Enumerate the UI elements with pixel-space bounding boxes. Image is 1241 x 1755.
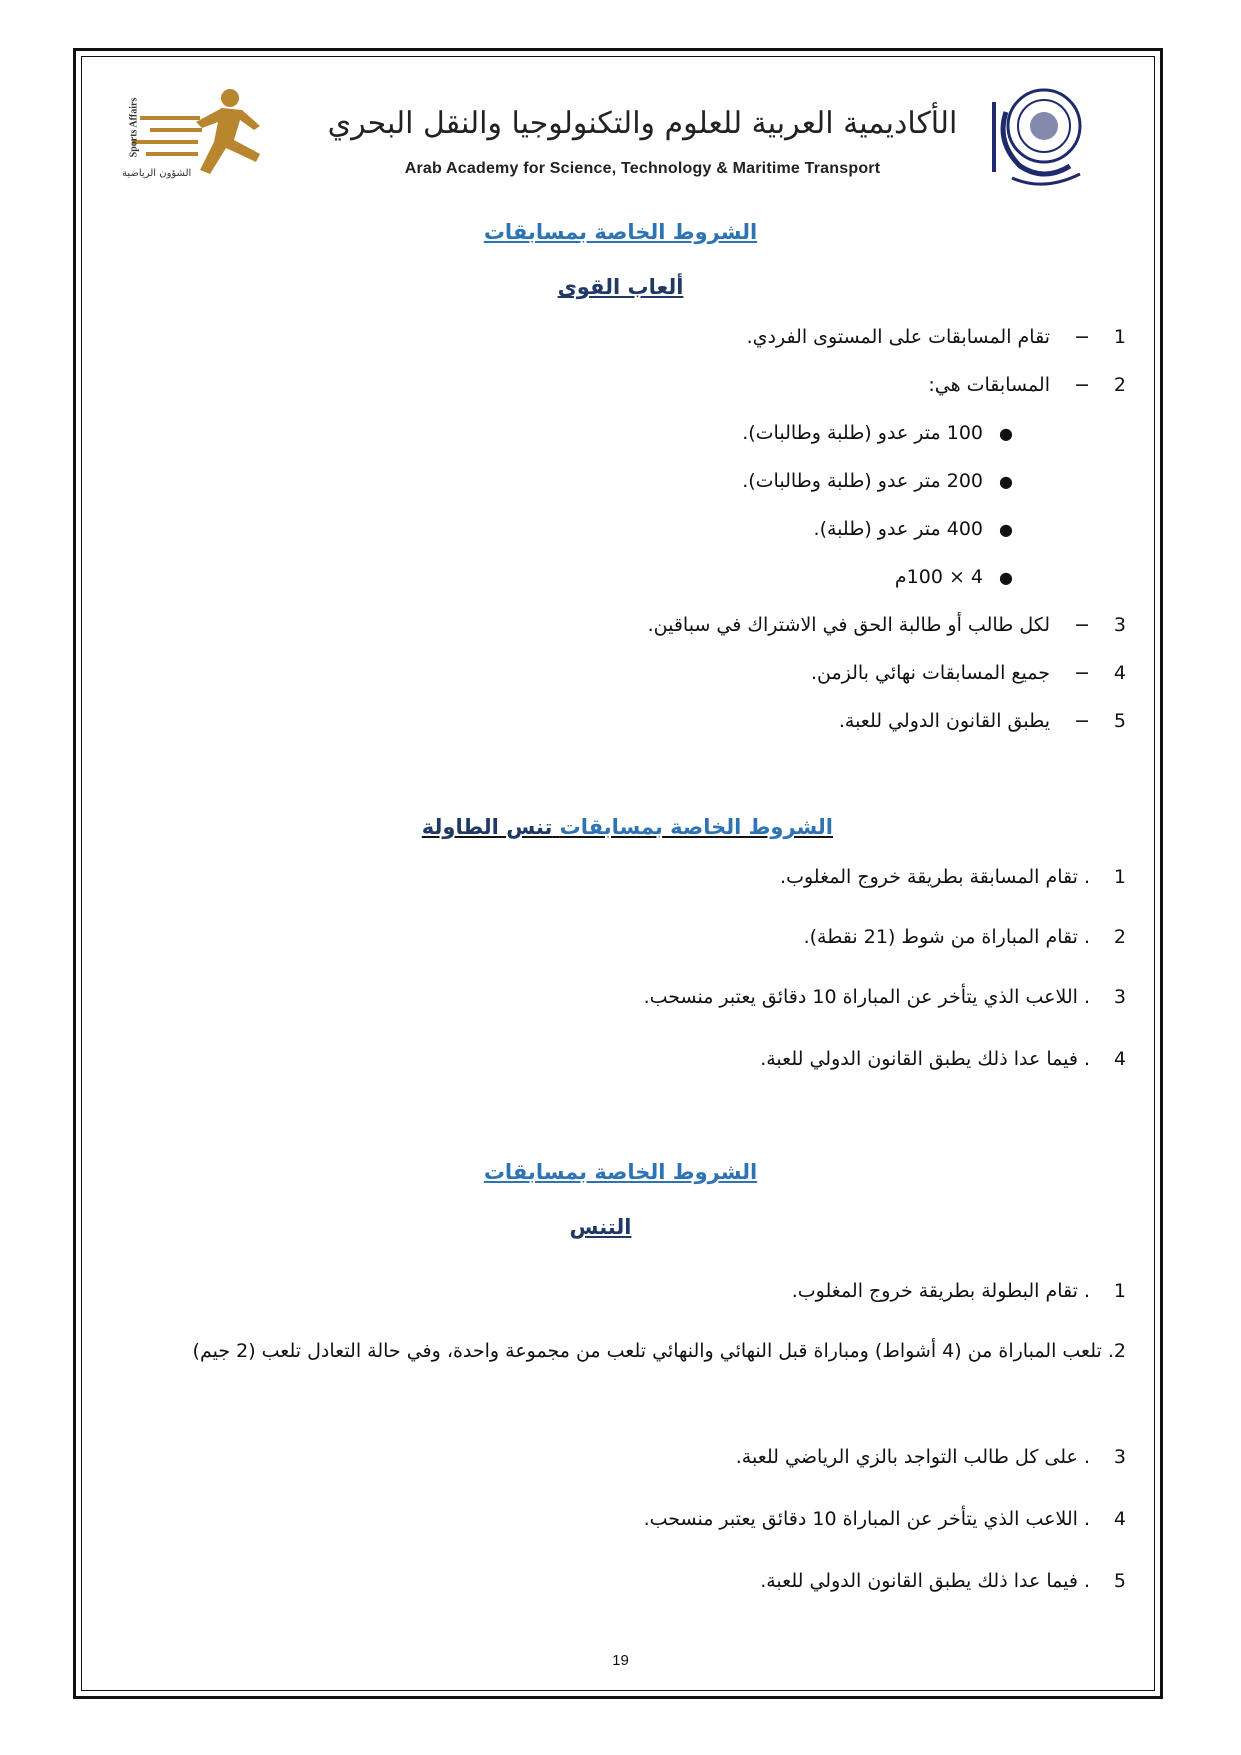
athletics-bullet: ●400 متر عدو (طلبة).	[813, 518, 1013, 540]
academy-name-en: Arab Academy for Science, Technology & Maritime Transport	[404, 160, 881, 177]
athletics-item-1: 1−تقام المسابقات على المستوى الفردي.	[746, 326, 1126, 348]
athletics-item-4: 4−جميع المسابقات نهائي بالزمن.	[810, 662, 1126, 684]
academy-name-ar: الأكاديمية العربية للعلوم والتكنولوجيا والنقل البحري	[327, 106, 958, 141]
athletics-subheading: ألعاب القوى	[557, 275, 684, 299]
tennis-subheading: التنس	[569, 1215, 632, 1239]
athletics-heading: الشروط الخاصة بمسابقات	[483, 220, 758, 244]
tennis-item-2: 2. تلعب المباراة من (4 أشواط) ومباراة قبل النهائي والنهائي تلعب من مجموعة واحدة، وفي حالة التعادل تلعب (2 جيم)	[192, 1340, 1126, 1362]
athletics-item-3: 3−لكل طالب أو طالبة الحق في الاشتراك في سباقين.	[647, 614, 1126, 636]
athletics-bullet: ●4 × 100م	[894, 566, 1013, 588]
athletics-bullet: ●200 متر عدو (طلبة وطالبات).	[742, 470, 1013, 492]
table-tennis-item-4: 4. فيما عدا ذلك يطبق القانون الدولي للعبة.	[760, 1048, 1126, 1070]
page-header	[110, 82, 1090, 192]
table-tennis-item-1: 1. تقام المسابقة بطريقة خروج المغلوب.	[780, 866, 1126, 888]
tennis-item-1: 1. تقام البطولة بطريقة خروج المغلوب.	[791, 1280, 1126, 1302]
sports-affairs-ar: الشؤون الرياضية	[122, 168, 192, 179]
athletics-item-2: 2−المسابقات هي:	[928, 374, 1126, 396]
tennis-item-5: 5. فيما عدا ذلك يطبق القانون الدولي للعبة.	[760, 1570, 1126, 1592]
tennis-heading: الشروط الخاصة بمسابقات	[483, 1160, 758, 1184]
sports-affairs-en: Sports Affairs	[128, 97, 140, 158]
tennis-item-4: 4. اللاعب الذي يتأخر عن المباراة 10 دقائق يعتبر منسحب.	[643, 1508, 1126, 1530]
sports-affairs-logo	[110, 82, 290, 190]
table-tennis-item-3: 3. اللاعب الذي يتأخر عن المباراة 10 دقائق يعتبر منسحب.	[643, 986, 1126, 1008]
academy-seal-logo	[986, 82, 1090, 190]
table-tennis-heading: الشروط الخاصة بمسابقات تنس الطاولة	[421, 815, 833, 839]
table-tennis-item-2: 2. تقام المباراة من شوط (21 نقطة).	[803, 926, 1126, 948]
athletics-bullet: ●100 متر عدو (طلبة وطالبات).	[742, 422, 1013, 444]
tennis-item-3: 3. على كل طالب التواجد بالزي الرياضي للعبة.	[735, 1446, 1126, 1468]
athletics-item-5: 5−يطبق القانون الدولي للعبة.	[838, 710, 1126, 732]
page-number: 19	[612, 1652, 629, 1669]
